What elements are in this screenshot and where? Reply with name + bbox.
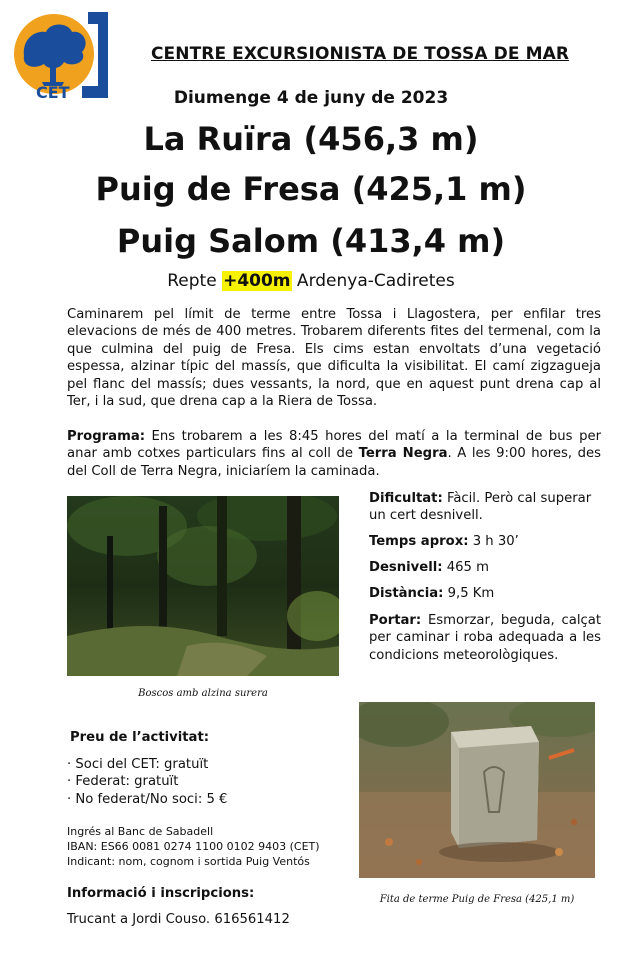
info-title: Informació i inscripcions: bbox=[67, 886, 255, 901]
organization-name: CENTRE EXCURSIONISTA DE TOSSA DE MAR bbox=[150, 44, 570, 64]
price-item-member: · Soci del CET: gratuït bbox=[67, 757, 209, 772]
price-item-nonmember: · No federat/No soci: 5 € bbox=[67, 791, 228, 807]
elevation-info bbox=[369, 559, 601, 576]
bring-label: Portar: bbox=[369, 613, 422, 628]
challenge-prefix: Repte bbox=[167, 271, 223, 291]
price-title: Preu de l’activitat: bbox=[70, 730, 210, 745]
peak-title-1: La Ruïra (456,3 m) bbox=[143, 120, 479, 158]
program-text-2: . A les 9:00 hores, des del Coll de Terra Negra, iniciaríem la caminada. bbox=[67, 446, 601, 479]
difficulty-label: Dificultat: bbox=[369, 491, 443, 506]
elevation-value: 465 m bbox=[442, 560, 489, 575]
program-text-1: Ens trobarem a les 8:45 hores del matí a la terminal de bus per anar amb cotxes particulars fins al coll de bbox=[67, 429, 601, 462]
time-label: Temps aprox: bbox=[369, 534, 469, 549]
contact-line: Trucant a Jordi Couso. 616561412 bbox=[67, 912, 290, 927]
difficulty-value: Fàcil. Però cal superar un cert desnivell. bbox=[369, 491, 592, 524]
svg-text:CET: CET bbox=[36, 83, 70, 102]
elevation-label: Desnivell: bbox=[369, 560, 443, 575]
forest-photo bbox=[67, 496, 339, 676]
bank-iban: IBAN: ES66 0081 0274 1100 0102 9403 (CET) bbox=[67, 840, 320, 853]
forest-photo-caption: Boscos amb alzina surera bbox=[138, 688, 268, 699]
bring-info bbox=[369, 612, 601, 664]
program-bold: Terra Negra bbox=[358, 446, 448, 462]
boundary-stone-caption: Fita de terme Puig de Fresa (425,1 m) bbox=[379, 894, 575, 905]
difficulty-info bbox=[369, 490, 601, 525]
event-date: Diumenge 4 de juny de 2023 bbox=[173, 88, 449, 108]
peak-title-3: Puig Salom (413,4 m) bbox=[116, 222, 506, 260]
challenge-line bbox=[0, 271, 622, 291]
bank-line-1: Ingrés al Banc de Sabadell bbox=[67, 825, 214, 838]
peak-title-2: Puig de Fresa (425,1 m) bbox=[95, 170, 527, 208]
challenge-highlight: +400m bbox=[223, 271, 291, 291]
bank-details bbox=[67, 824, 320, 869]
boundary-stone-photo bbox=[359, 702, 595, 878]
time-info bbox=[369, 533, 601, 550]
intro-paragraph: Caminarem pel límit de terme entre Tossa i Llagostera, per enfilar tres elevacions de més de 400 metres. Trobarem diferents fites del termenal, com la que culmina del puig de Fresa. Els cims estan envoltats d’una vegetació espessa, alzinar típic del massís, que dificulta la visibilitat. El camí zigzagueja pel flanc del massís; dues vessants, la nord, que en aquest punt drena cap al Ter, i la sud, que drena cap a la Riera de Tossa. bbox=[67, 307, 601, 410]
distance-value: 9,5 Km bbox=[443, 586, 495, 601]
challenge-suffix: Ardenya-Cadiretes bbox=[291, 271, 455, 291]
program-paragraph bbox=[67, 428, 601, 480]
distance-info bbox=[369, 585, 601, 602]
program-label: Programa: bbox=[67, 429, 145, 444]
time-value: 3 h 30’ bbox=[468, 534, 519, 549]
bank-line-3: Indicant: nom, cognom i sortida Puig Ventós bbox=[67, 855, 310, 868]
price-list bbox=[67, 756, 227, 808]
distance-label: Distància: bbox=[369, 586, 444, 601]
bring-value: Esmorzar, beguda, calçat per caminar i roba adequada a les condicions meteorològiques. bbox=[369, 613, 601, 663]
price-item-federated: · Federat: gratuït bbox=[67, 774, 179, 790]
